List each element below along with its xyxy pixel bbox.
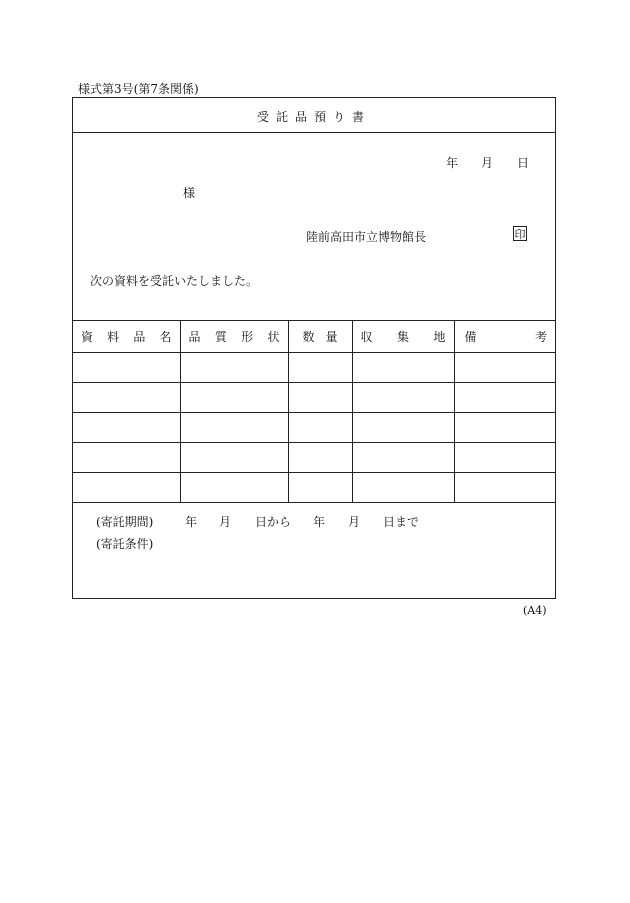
addressee-suffix: 様 (183, 186, 196, 200)
col-header-collection-place (352, 321, 454, 353)
table-cell (180, 473, 288, 503)
header-char: 収 (360, 330, 373, 344)
seal-mark: 印 (514, 228, 526, 241)
header-char: 資 (81, 330, 94, 344)
table-cell (288, 353, 352, 383)
period-from-day: 日から (255, 515, 292, 529)
table-cell (180, 413, 288, 443)
statement-text: 次の資料を受託いたしました。 (90, 274, 259, 288)
table-cell (180, 383, 288, 413)
date-year-label: 年 (446, 156, 459, 170)
header-char: 数 (302, 330, 315, 344)
table-cell (73, 383, 180, 413)
table-cell (454, 413, 555, 443)
table-cell (454, 473, 555, 503)
header-char: 料 (107, 330, 120, 344)
table-cell (180, 353, 288, 383)
table-cell (352, 443, 454, 473)
col-header-item-name (73, 321, 180, 353)
header-char: 質 (214, 330, 227, 344)
table-cell (180, 443, 288, 473)
header-char: 形 (241, 330, 254, 344)
table-cell (73, 353, 180, 383)
table-cell (288, 443, 352, 473)
period-to-year: 年 (313, 515, 326, 529)
table-cell (352, 353, 454, 383)
header-char: 備 (464, 330, 477, 344)
col-header-remarks (454, 321, 555, 353)
table-row (73, 413, 555, 443)
table-cell (352, 383, 454, 413)
items-table (73, 320, 555, 503)
col-header-quality-shape (180, 321, 288, 353)
date-month-label: 月 (481, 156, 494, 170)
table-cell (288, 413, 352, 443)
form-number-label: 様式第3号(第7条関係) (78, 82, 199, 96)
period-to-month: 月 (348, 515, 361, 529)
issuer-name: 陸前高田市立博物館長 (306, 230, 427, 244)
period-to-day: 日まで (383, 515, 420, 529)
col-header-quantity (288, 321, 352, 353)
title-row (73, 98, 555, 133)
table-cell (73, 443, 180, 473)
table-row (73, 443, 555, 473)
table-row (73, 383, 555, 413)
header-char: 品 (133, 330, 146, 344)
header-char: 名 (159, 330, 172, 344)
header-char: 地 (433, 330, 446, 344)
header-char: 集 (396, 330, 409, 344)
table-cell (288, 383, 352, 413)
table-row (73, 353, 555, 383)
header-char: 状 (267, 330, 280, 344)
table-header-row (73, 321, 555, 353)
table-cell (352, 413, 454, 443)
header-char: 考 (534, 330, 547, 344)
period-from-year: 年 (185, 515, 198, 529)
period-from-month: 月 (219, 515, 232, 529)
table-cell (73, 413, 180, 443)
deposit-period-label: (寄託期間) (96, 515, 154, 529)
header-char: 量 (325, 330, 338, 344)
table-cell (73, 473, 180, 503)
date-day-label: 日 (517, 156, 530, 170)
paper-size-note: (A4) (523, 604, 547, 617)
table-cell (454, 443, 555, 473)
header-char: 品 (188, 330, 201, 344)
deposit-conditions-label: (寄託条件) (96, 537, 154, 551)
table-row (73, 473, 555, 503)
table-cell (454, 383, 555, 413)
table-cell (288, 473, 352, 503)
form-title: 受託品預り書 (256, 110, 371, 124)
table-cell (352, 473, 454, 503)
table-cell (454, 353, 555, 383)
